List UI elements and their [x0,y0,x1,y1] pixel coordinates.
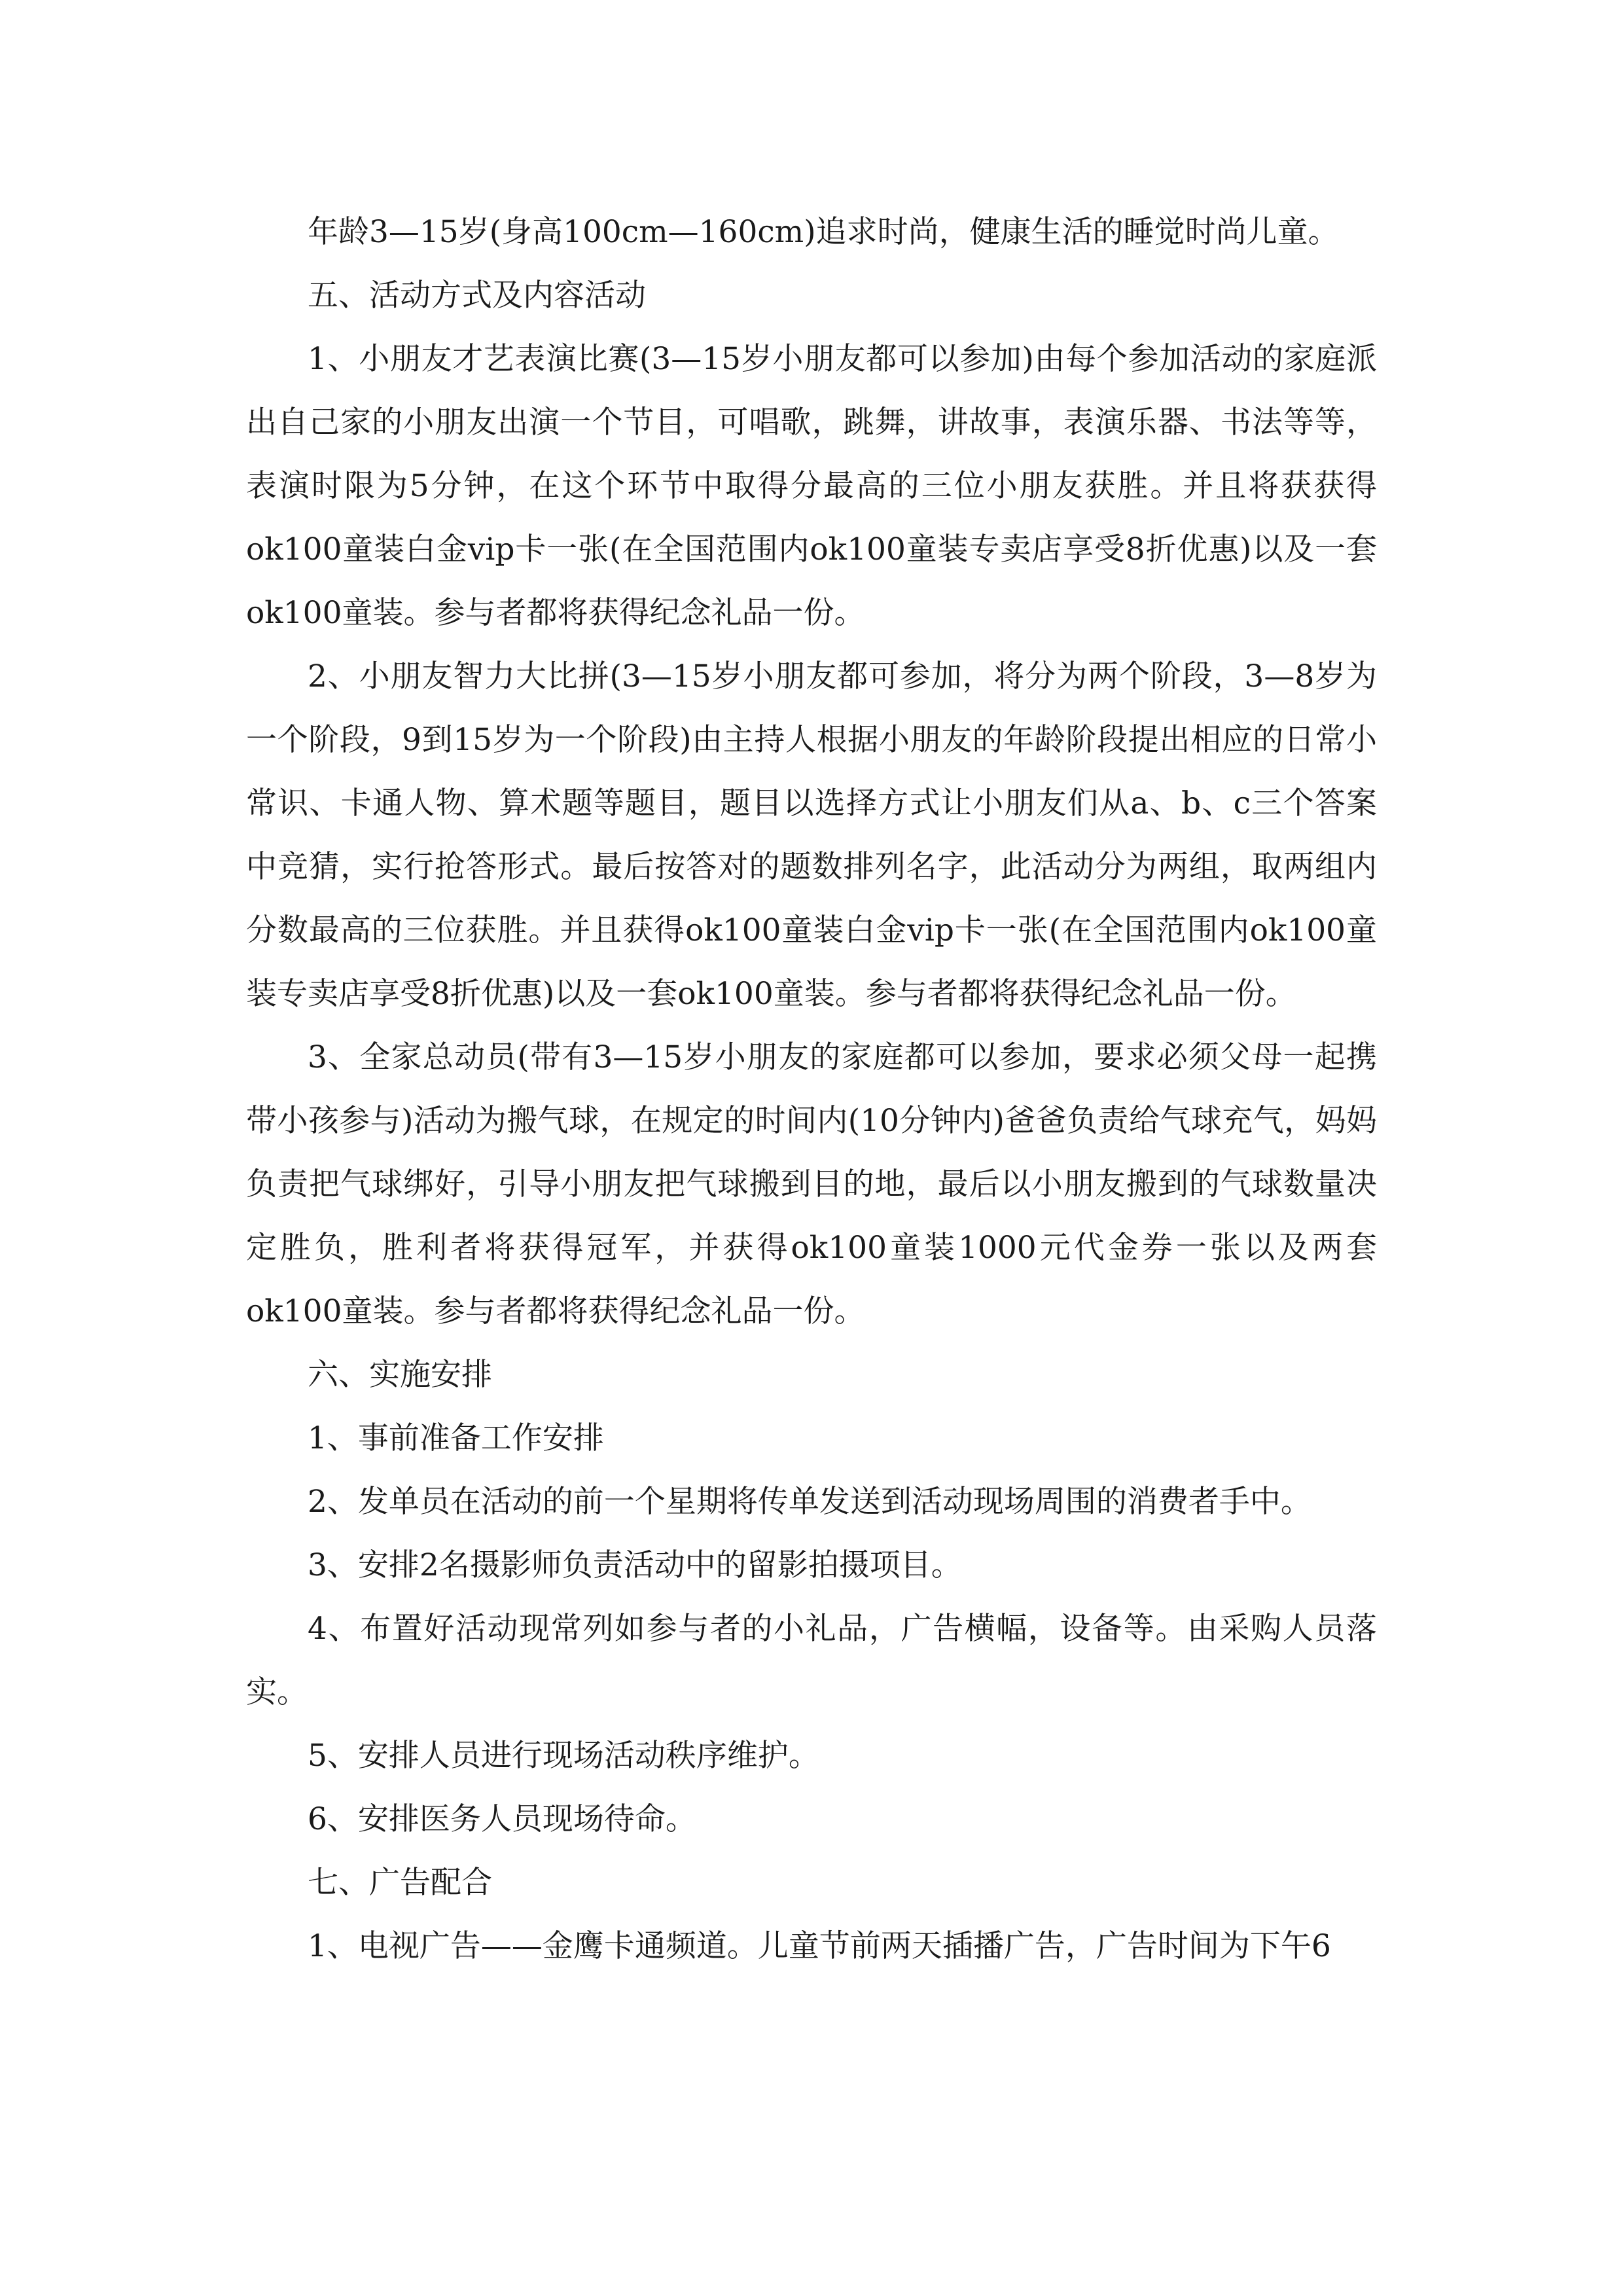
paragraph-prep-2: 2、发单员在活动的前一个星期将传单发送到活动现场周围的消费者手中。 [308,1484,1311,1520]
paragraph-target-age: 年龄3—15岁(身高100cm—160cm)追求时尚，健康生活的睡觉时尚儿童。 [308,214,1339,250]
paragraph-prep-1: 1、事前准备工作安排 [308,1420,604,1456]
heading-section-5: 五、活动方式及内容活动 [308,278,646,314]
paragraph-prep-3: 3、安排2名摄影师负责活动中的留影拍摄项目。 [308,1547,962,1583]
paragraph-prep-6: 6、安排医务人员现场待命。 [308,1801,696,1837]
document-body [246,200,1377,1978]
heading-section-6: 六、实施安排 [308,1357,492,1393]
paragraph-talent-show: 1、小朋友才艺表演比赛(3—15岁小朋友都可以参加)由每个参加活动的家庭派出自己家的小朋友出演一个节目，可唱歌，跳舞，讲故事，表演乐器、书法等等，表演时限为5分钟，在这个环节中取得分最高的三位小朋友获胜。并且将获获得ok100童装白金vip卡一张(在全国范围内ok100童装专卖店享受8折优惠)以及一套ok100童装。参与者都将获得纪念礼品一份。 [246,341,1377,631]
paragraph-family-event: 3、全家总动员(带有3—15岁小朋友的家庭都可以参加，要求必须父母一起携带小孩参与)活动为搬气球，在规定的时间内(10分钟内)爸爸负责给气球充气，妈妈负责把气球绑好，引导小朋友把气球搬到目的地，最后以小朋友搬到的气球数量决定胜负，胜利者将获得冠军，并获得ok100童装1000元代金券一张以及两套ok100童装。参与者都将获得纪念礼品一份。 [246,1039,1377,1329]
paragraph-prep-4: 4、布置好活动现常列如参与者的小礼品，广告横幅，设备等。由采购人员落实。 [246,1611,1377,1710]
paragraph-quiz-contest: 2、小朋友智力大比拼(3—15岁小朋友都可参加，将分为两个阶段，3—8岁为一个阶段，9到15岁为一个阶段)由主持人根据小朋友的年龄阶段提出相应的日常小常识、卡通人物、算术题等题目，题目以选择方式让小朋友们从a、b、c三个答案中竞猜，实行抢答形式。最后按答对的题数排列名字，此活动分为两组，取两组内分数最高的三位获胜。并且获得ok100童装白金vip卡一张(在全国范围内ok100童装专卖店享受8折优惠)以及一套ok100童装。参与者都将获得纪念礼品一份。 [246,658,1377,1012]
heading-section-7: 七、广告配合 [308,1865,492,1901]
paragraph-prep-5: 5、安排人员进行现场活动秩序维护。 [308,1738,819,1774]
paragraph-tv-ad: 1、电视广告——金鹰卡通频道。儿童节前两天插播广告，广告时间为下午6 [308,1928,1331,1964]
